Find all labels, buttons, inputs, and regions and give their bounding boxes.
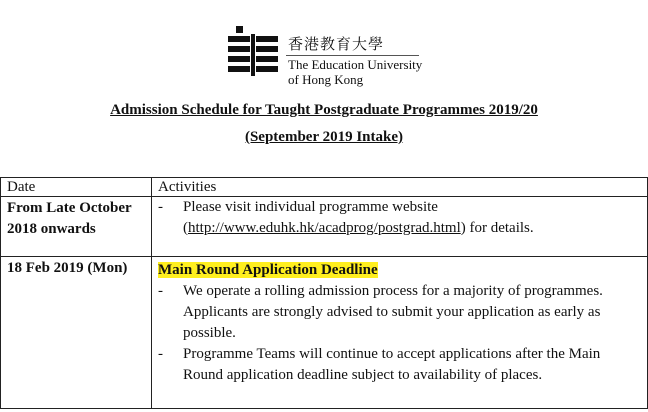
activity-text-before: Please visit individual programme website (: [183, 199, 438, 236]
activity-text: We operate a rolling admission process for a majority of programmes. Applicants are strongly advised to submit your application as early as possible.: [183, 283, 603, 341]
date-line1: From Late October: [7, 200, 132, 216]
activity-text-after: ) for details.: [460, 220, 534, 236]
university-name-english-line1: The Education University: [288, 57, 423, 72]
table-row: [1, 257, 648, 409]
date-cell: [1, 197, 152, 257]
eduhk-emblem-icon: [226, 24, 282, 80]
programme-website-link[interactable]: http://www.eduhk.hk/acadprog/postgrad.html: [188, 220, 461, 236]
header-activities: Activities: [152, 178, 648, 197]
date-cell: 18 Feb 2019 (Mon): [1, 257, 152, 409]
table-row: [1, 197, 648, 257]
activity-item: [158, 281, 647, 344]
activity-text: [183, 197, 647, 239]
activity-text: Programme Teams will continue to accept applications after the Main Round application deadline subject to availability of places.: [183, 346, 601, 383]
document-title: Admission Schedule for Taught Postgraduate Programmes 2019/20: [110, 102, 538, 118]
university-logo: [226, 20, 426, 87]
activity-item: [158, 344, 647, 386]
activity-item: [158, 197, 647, 239]
activities-cell: [152, 197, 648, 257]
bullet-dash: -: [158, 346, 163, 362]
logo-divider: [286, 55, 419, 56]
admission-schedule-table: [0, 177, 648, 409]
date-line2: 2018 onwards: [7, 221, 96, 237]
activities-cell: [152, 257, 648, 409]
university-name-english-line2: of Hong Kong: [288, 72, 364, 87]
bullet-dash: -: [158, 283, 163, 299]
university-name-chinese: 香港教育大學: [288, 35, 385, 53]
header-date: Date: [1, 178, 152, 197]
deadline-heading: [158, 260, 647, 281]
document-subtitle: (September 2019 Intake): [244, 129, 404, 145]
bullet-dash: -: [158, 199, 163, 215]
highlighted-deadline: Main Round Application Deadline: [158, 262, 378, 278]
table-header-row: [1, 178, 648, 197]
